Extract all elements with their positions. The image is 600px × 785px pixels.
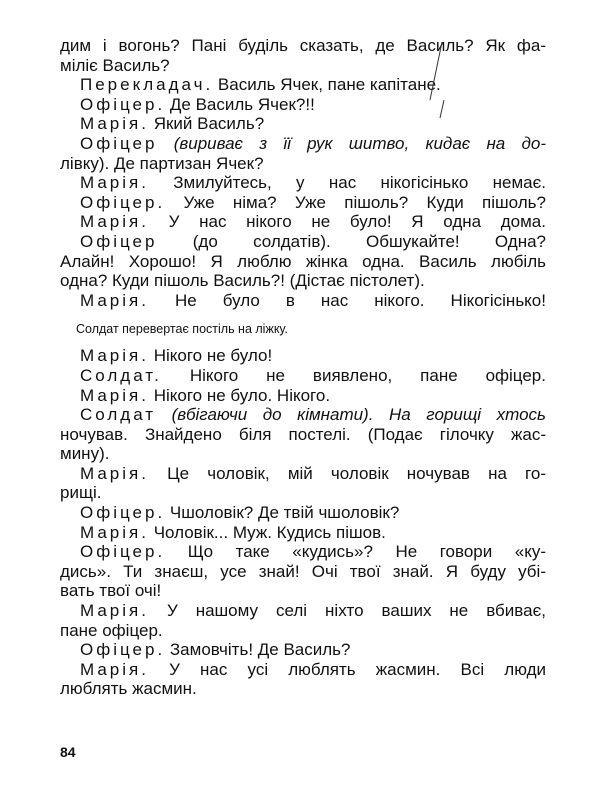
speaker-name: Офіцер: [80, 231, 158, 251]
text-line: вать твої очі!: [60, 581, 162, 601]
speech-text: Нікого не виявлено, пане офіцер.: [189, 365, 546, 385]
speech-line: [60, 193, 546, 213]
speaker-name: Марія.: [80, 173, 149, 193]
text-line: мину).: [60, 444, 110, 464]
speech-text: Це чоловік, мій чоловік ночував на го-: [167, 463, 546, 483]
speech-text: У нашому селі ніхто ваших не вбиває,: [166, 601, 546, 621]
speech-text: Змилуйтесь, у нас нікогісінько немає.: [173, 173, 546, 193]
speaker-name: Марія.: [80, 659, 149, 679]
speech-line: [60, 212, 546, 232]
speech-text: Уже німа? Уже пішоль? Куди пішоль?: [183, 192, 546, 212]
speech-line: [60, 232, 546, 252]
pen-mark-decoration: [420, 40, 450, 120]
text-line: пане офіцер.: [60, 620, 163, 640]
speaker-name: Офіцер.: [80, 503, 166, 523]
speech-line: [60, 75, 546, 95]
speech-line: [60, 346, 546, 366]
speaker-name: Марія.: [80, 290, 149, 310]
speech-text: Чшоловік? Де твій чшоловік?: [169, 503, 400, 523]
text-line: люблять жасмин.: [60, 679, 197, 699]
speaker-name: Марія.: [80, 346, 149, 366]
speaker-name: Марія.: [80, 601, 149, 621]
text-line: дим і вогонь? Пані буділь сказать, де Василь? Як фа-: [60, 36, 546, 55]
speech-text: Замовчіть! Де Василь?: [169, 640, 351, 660]
speech-line: [60, 134, 546, 154]
speech-text: У нас усі люблять жасмин. Всі люди: [169, 659, 546, 679]
speaker-name: Офіцер.: [80, 640, 166, 660]
text-line: ночував. Знайдено біля постелі. (Подає гілочку жас-: [60, 424, 546, 444]
page-number: 84: [60, 744, 76, 760]
speech-line: [60, 640, 546, 660]
text-line: Алайн! Хорошо! Я люблю жінка одна. Василь любіль: [60, 251, 546, 271]
speaker-name: Марія.: [80, 212, 149, 232]
speaker-name: Солдат.: [80, 365, 162, 385]
speech-line: [60, 173, 546, 193]
speech-text: Нікого не було. Нікого.: [153, 385, 331, 405]
speech-line: [60, 601, 546, 621]
stage-direction-block: Солдат перевертає постіль на ліжку.: [76, 322, 288, 337]
speaker-name: Марія.: [80, 522, 149, 542]
speaker-name: Офіцер.: [80, 192, 166, 212]
speaker-name: Марія.: [80, 385, 149, 405]
text-line: міліє Василь?: [60, 55, 170, 75]
speech-line: [60, 660, 546, 680]
speech-text: Не було в нас нікого. Нікогісінько!: [175, 290, 546, 310]
text-line: лівку). Де партизан Ячек?: [60, 153, 264, 173]
speaker-name: Солдат: [80, 405, 157, 425]
speaker-name: Марія.: [80, 114, 149, 134]
speech-text: (до солдатів). Обшукайте! Одна?: [192, 231, 546, 251]
stage-direction: (вириває з її рук шитво, кидає на до-: [173, 133, 546, 153]
text-line: одна? Куди пішоль Василь?! (Дістає пістолет).: [60, 271, 425, 291]
speech-text: Де Василь Ячек?!!: [169, 94, 315, 114]
speech-text: Чоловік... Муж. Кудись пішов.: [153, 522, 386, 542]
speaker-name: Офіцер: [80, 133, 158, 153]
speech-text: Нікого не було!: [153, 346, 273, 366]
speech-line: [60, 386, 546, 406]
speech-text: Що таке «кудись»? Не говори «ку-: [187, 542, 546, 562]
text-line: дись». Ти знаєш, усе знай! Очі твої знай. Я буду убі-: [60, 561, 546, 581]
stage-direction: (вбігаючи до кімнати). На горищі хтось: [171, 405, 546, 425]
speaker-name: Марія.: [80, 463, 149, 483]
speech-line: [60, 291, 546, 311]
speech-line: [60, 95, 546, 115]
speech-text: Василь Ячек, пане капітане.: [217, 75, 441, 95]
speech-line: [60, 503, 546, 523]
speech-line: [60, 542, 546, 562]
speech-line: [60, 405, 546, 425]
speech-line: [60, 366, 546, 386]
speech-line: [60, 523, 546, 543]
speaker-name: Перекладач.: [80, 75, 214, 95]
speech-text: Який Василь?: [153, 114, 265, 134]
play-text: [60, 36, 546, 699]
speech-line: [60, 114, 546, 134]
speech-line: [60, 464, 546, 484]
speaker-name: Офіцер.: [80, 94, 166, 114]
text-line: рищі.: [60, 483, 102, 503]
speech-text: У нас нікого не було! Я одна дома.: [168, 212, 546, 232]
speaker-name: Офіцер.: [80, 542, 166, 562]
